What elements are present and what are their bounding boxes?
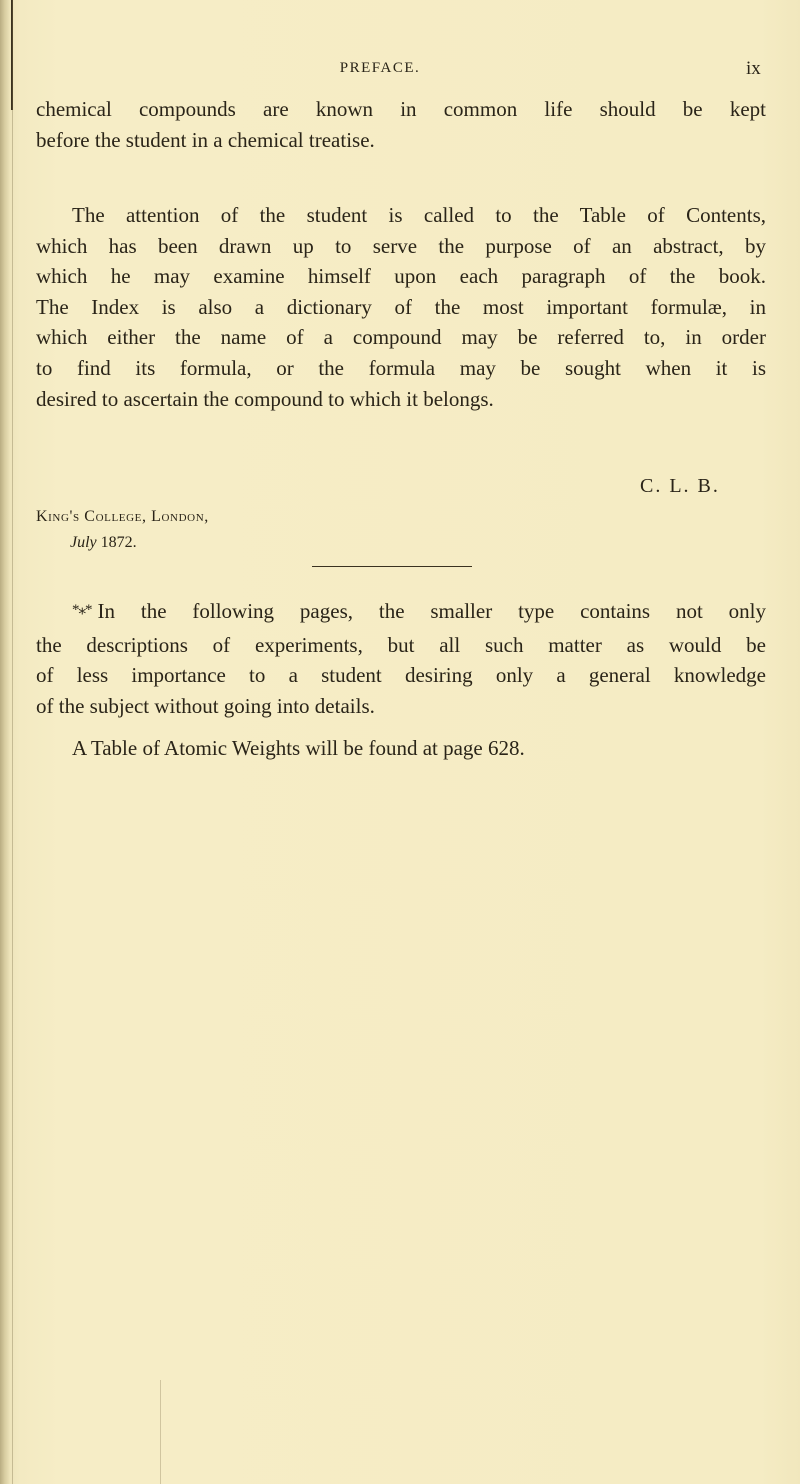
date-year: 1872. <box>100 534 137 551</box>
author-initials: C. L. B. <box>640 475 720 497</box>
signature-date <box>70 534 137 552</box>
paragraph-table-of-contents <box>36 200 766 414</box>
asterism-mark: *⁎* <box>72 602 92 618</box>
signature-place: King's College, London, <box>36 508 209 525</box>
running-title: PREFACE. <box>339 60 421 76</box>
text-line: which has been drawn up to serve the purpose of an abstract, by <box>36 233 766 258</box>
paper-crease <box>160 1380 161 1484</box>
binding-crease <box>12 0 13 1484</box>
text-line: The Index is also a dictionary of the most important formulæ, in <box>36 294 766 319</box>
binding-shadow <box>0 0 10 1484</box>
atomic-weights-note <box>36 733 766 764</box>
date-month: July <box>70 534 97 551</box>
text-line: chemical compounds are known in common life should be kept <box>36 97 766 121</box>
note-first-line: In the following pages, the smaller type contains not only <box>97 599 766 623</box>
note-smaller-type <box>36 596 766 721</box>
page-header <box>0 58 800 82</box>
text-line: of the subject without going into details. <box>36 693 375 718</box>
text-line: the descriptions of experiments, but all such matter as would be <box>36 632 766 657</box>
paragraph-continued <box>36 94 766 155</box>
text-line <box>36 596 766 630</box>
text-line: The attention of the student is called to the Table of Contents, <box>72 203 766 227</box>
page-number: ix <box>746 58 761 79</box>
text-line: desired to ascertain the compound to which it belongs. <box>36 386 494 411</box>
text-line: A Table of Atomic Weights will be found at page 628. <box>72 736 525 760</box>
text-line: to find its formula, or the formula may be sought when it is <box>36 355 766 380</box>
text-line: before the student in a chemical treatise. <box>36 127 375 152</box>
text-line: which he may examine himself upon each paragraph of the book. <box>36 264 766 289</box>
text-line: of less importance to a student desiring only a general knowledge <box>36 663 766 688</box>
section-divider <box>312 566 472 567</box>
text-line: which either the name of a compound may be referred to, in order <box>36 325 766 350</box>
